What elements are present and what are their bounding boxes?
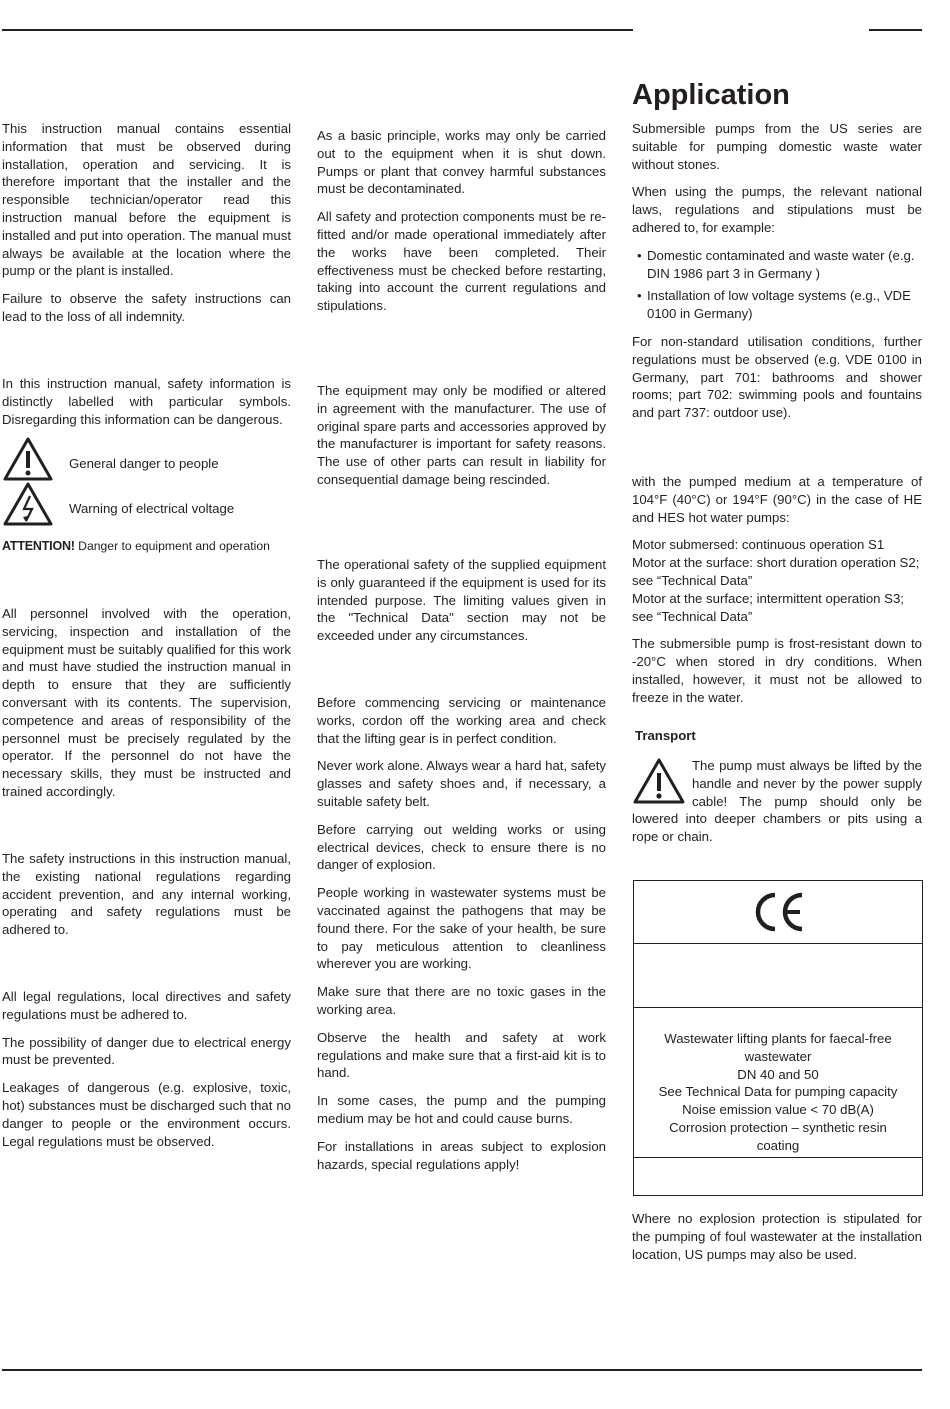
indemnity-paragraph: Failure to observe the safety instructions can lead to the loss of all indemnity. xyxy=(2,291,291,324)
electrical-energy-paragraph: The possibility of danger due to electrical energy must be prevented. xyxy=(2,1034,291,1068)
left-column xyxy=(2,120,291,326)
shutdown-paragraph: As a basic principle, works may only be carried out to the equipment when it is shut down. Pumps or plant that convey harmful substances must be decontaminated. xyxy=(317,128,606,197)
symbols-paragraph: In this instruction manual, safety information is distinctly labelled with particular symbols. Disregarding this information can be dangerous. xyxy=(2,376,291,427)
warning-triangle-icon xyxy=(632,757,686,805)
protection-paragraph: All safety and protection components must be re-fitted and/or made operational immediately after the works have been completed. Their effectiveness must be checked before restarting, taking into account the current regulations and stipulations. xyxy=(317,209,606,314)
page-title: Application xyxy=(632,79,790,111)
top-rule-right xyxy=(869,29,922,31)
bottom-rule xyxy=(2,1369,922,1371)
electrical-voltage-symbol-row xyxy=(2,481,54,527)
application-paragraph: Submersible pumps from the US series are suitable for pumping domestic waste water without stones. xyxy=(632,121,922,172)
motor-line: Motor submersed: continuous operation S1 xyxy=(632,537,885,553)
ce-spec-cell xyxy=(634,1008,922,1158)
ce-spec-line: Wastewater lifting plants for faecal-free wastewater xyxy=(664,1031,892,1064)
general-danger-symbol-row xyxy=(2,436,54,482)
list-item: • Installation of low voltage systems (e.g., VDE 0100 in Germany) xyxy=(632,287,922,323)
ce-spec-line: DN 40 and 50 xyxy=(737,1066,819,1082)
non-standard-paragraph: For non-standard utilisation conditions, further regulations must be observed (e.g. VDE 0100 in Germany, part 701: bathrooms and shower rooms; part 702: swimming pools and fountains and part 737: outdoor use). xyxy=(632,333,922,421)
never-work-alone-paragraph: Never work alone. Always wear a hard hat, safety glasses and safety shoes and, if necessary, a suitable safety belt. xyxy=(317,758,606,809)
intro-paragraph: This instruction manual contains essential information that must be observed during installation, operation and servicing. It is therefore important that the installer and the responsible technician/operator read this instruction manual before the equipment is installed and put into operation. The manual must always be available at the location where the pump or the plant is installed. xyxy=(2,121,291,279)
transport-heading: Transport xyxy=(635,728,696,743)
first-aid-paragraph: Observe the health and safety at work regulations and make sure that a first-aid kit is to hand. xyxy=(317,1029,606,1081)
regulations-list xyxy=(632,247,922,323)
explosion-protection-paragraph: Where no explosion protection is stipulated for the pumping of foul wastewater at the installation location, US pumps may also be used. xyxy=(632,1211,922,1262)
modification-paragraph: The equipment may only be modified or altered in agreement with the manufacturer. The use of original spare parts and accessories approved by the manufacturer is important for safety reasons. The use of other parts can result in liability for consequential damage being rescinded. xyxy=(317,383,606,487)
attention-word: ATTENTION! xyxy=(2,539,75,553)
attention-text: Danger to equipment and operation xyxy=(78,539,270,553)
middle-column-top xyxy=(317,127,606,315)
motor-line: Motor at the surface: short duration operation S2; see “Technical Data” xyxy=(632,555,920,588)
ce-mark-cell xyxy=(634,881,922,944)
operating-modes-section xyxy=(632,473,922,707)
attention-notice xyxy=(2,539,270,553)
electrical-voltage-label: Warning of electrical voltage xyxy=(69,501,235,516)
operational-safety-section xyxy=(317,556,606,645)
symbols-intro xyxy=(2,375,291,428)
burns-paragraph: In some cases, the pump and the pumping medium may be hot and could cause burns. xyxy=(317,1093,606,1126)
legal-section xyxy=(2,988,291,1150)
electrical-hazard-icon xyxy=(2,481,54,527)
ce-declaration-box xyxy=(633,880,923,1196)
safety-instructions-paragraph: The safety instructions in this instruction manual, the existing national regulations regarding accident prevention, and any internal working, operating and safety regulations must be adhered to. xyxy=(2,851,291,938)
leakages-paragraph: Leakages of dangerous (e.g. explosive, toxic, hot) substances must be discharged such that no danger to people or the environment occurs. Legal regulations must be observed. xyxy=(2,1080,291,1149)
transport-text: The pump must always be lifted by the handle and never by the power supply cable! The pump should only be lowered into deeper chambers or pits using a rope or chain. xyxy=(632,758,922,845)
legal-paragraph: All legal regulations, local directives and safety regulations must be adhered to. xyxy=(2,989,291,1022)
ce-spec-line: See Technical Data for pumping capacity xyxy=(658,1084,898,1100)
warning-triangle-icon xyxy=(2,436,54,482)
personnel-section xyxy=(2,605,291,801)
top-rule-left xyxy=(2,29,633,31)
personnel-paragraph: All personnel involved with the operation, servicing, inspection and installation of the equipment must be suitably qualified for this work and must have studied the instruction manual in depth to ensure that they are sufficiently conversant with its contents. The supervision, competence and areas of responsibility of the personnel must be precisely regulated by the operator. If the personnel do not have the necessary skills, they must be instructed and trained accordingly. xyxy=(2,606,291,799)
explosion-protection-section xyxy=(632,1210,922,1263)
safety-instructions-section xyxy=(2,850,291,939)
ce-spec-line: Corrosion protection – synthetic resin coating xyxy=(669,1119,887,1153)
temperature-paragraph: with the pumped medium at a temperature of 104°F (40°C) or 194°F (90°C) in the case of HE and HES hot water pumps: xyxy=(632,474,922,525)
regulations-paragraph: When using the pumps, the relevant national laws, regulations and stipulations must be adhered to, for example: xyxy=(632,184,922,235)
ce-footer-cell xyxy=(634,1158,922,1195)
explosion-hazards-paragraph: For installations in areas subject to explosion hazards, special regulations apply! xyxy=(317,1138,606,1172)
modification-section xyxy=(317,382,606,489)
servicing-section xyxy=(317,694,606,1173)
ce-mark-icon xyxy=(749,890,807,934)
servicing-paragraph: Before commencing servicing or maintenance works, cordon off the working area and check that the lifting gear is in perfect condition. xyxy=(317,695,606,746)
list-item: • Domestic contaminated and waste water (e.g. DIN 1986 part 3 in Germany ) xyxy=(632,247,922,283)
ce-blank-cell xyxy=(634,944,922,1008)
welding-paragraph: Before carrying out welding works or using electrical devices, check to ensure there is no danger of explosion. xyxy=(317,821,606,873)
vaccination-paragraph: People working in wastewater systems must be vaccinated against the pathogens that may be found there. For the sake of your health, be sure to pay meticulous attention to cleanliness wherever you are working. xyxy=(317,885,606,972)
operational-safety-paragraph: The operational safety of the supplied equipment is only guaranteed if the equipment is used for its intended purpose. The limiting values given in the "Technical Data" section may not be exceeded under any circumstances. xyxy=(317,557,606,644)
frost-paragraph: The submersible pump is frost-resistant down to -20°C when stored in dry conditions. When installed, however, it must not be allowed to freeze in the water. xyxy=(632,636,922,705)
application-section xyxy=(632,120,922,422)
motor-line: Motor at the surface; intermittent operation S3; see “Technical Data” xyxy=(632,590,904,624)
general-danger-label: General danger to people xyxy=(69,456,219,471)
transport-warning xyxy=(632,757,922,846)
toxic-gases-paragraph: Make sure that there are no toxic gases in the working area. xyxy=(317,984,606,1017)
ce-spec-line: Noise emission value < 70 dB(A) xyxy=(682,1102,874,1118)
